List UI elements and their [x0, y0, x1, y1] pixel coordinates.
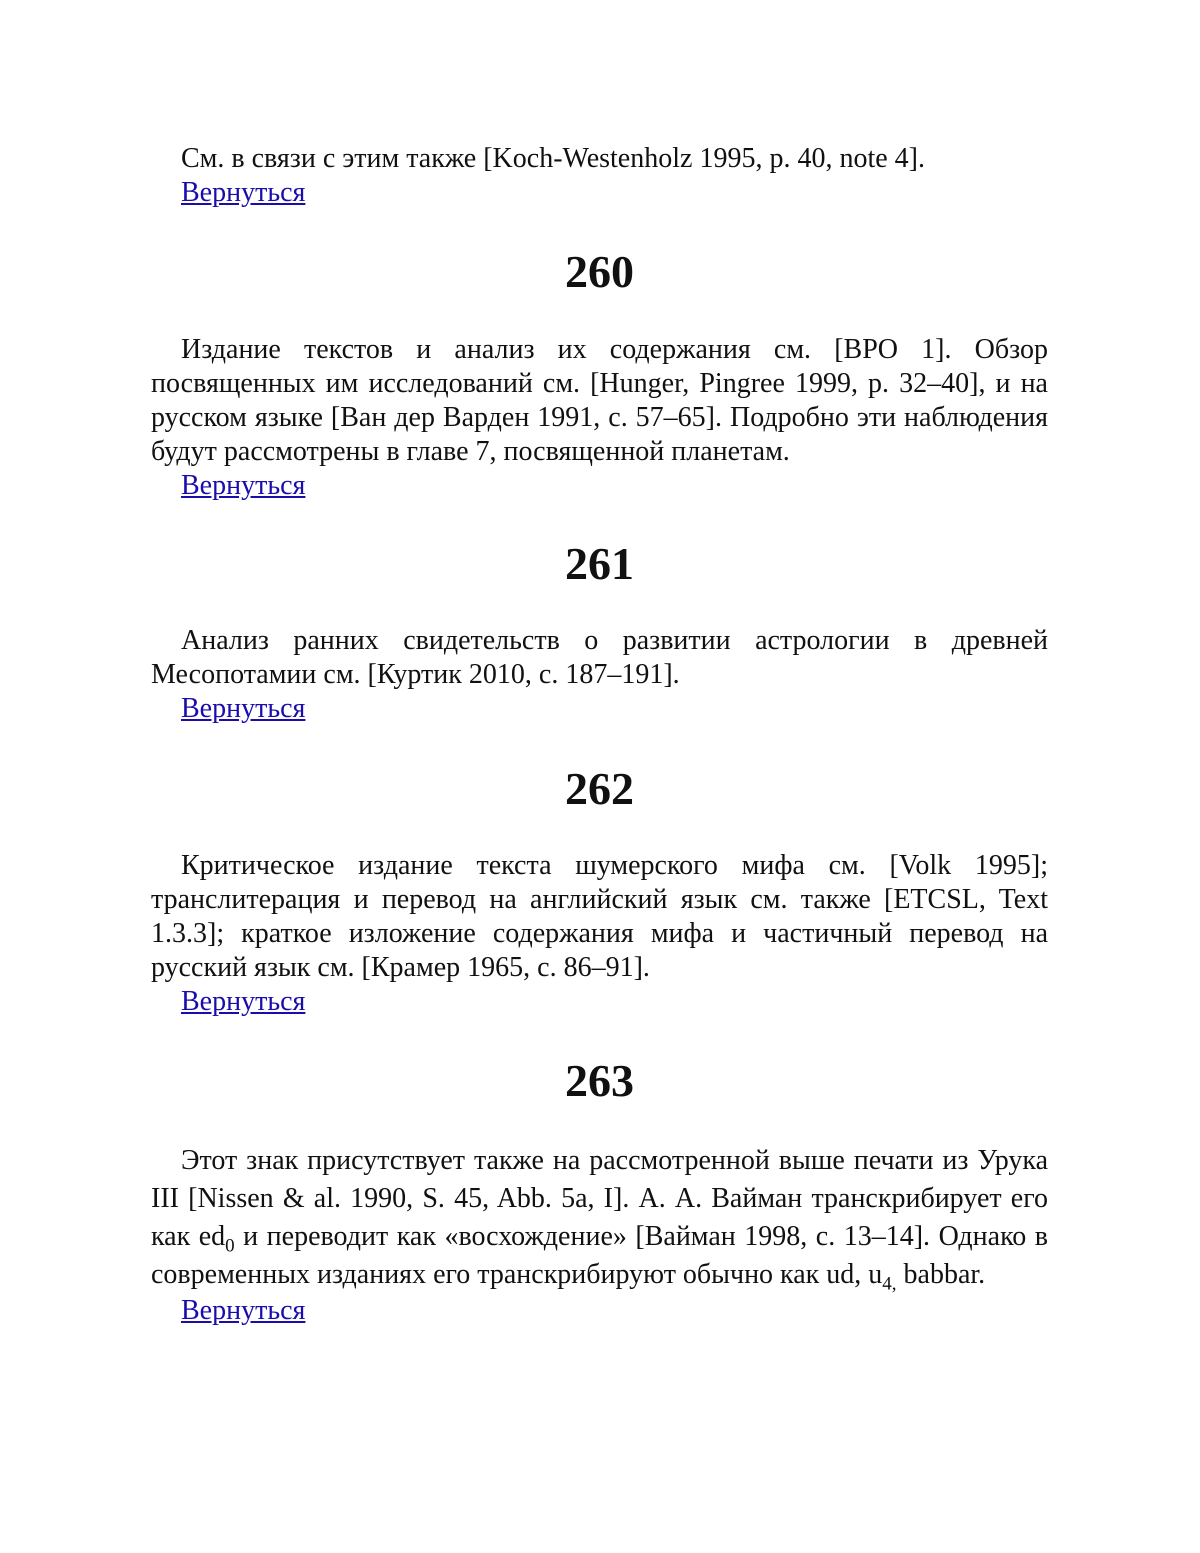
note-heading-261 — [151, 537, 1048, 591]
note-heading-263 — [151, 1054, 1048, 1108]
note-text: Критическое издание текста шумерского мифа см. [Volk 1995]; транслитерация и перевод на английский язык см. также [ETCSL, Text 1.3.3]; краткое изложение содержания мифа и частичный перевод на русский язык см. [Крамер 1965, с. 86–91]. — [151, 850, 1048, 983]
note-261-block — [151, 624, 1048, 726]
note-text: См. в связи с этим также [Koch-Westenholz 1995, p. 40, note 4]. — [181, 143, 925, 174]
subscript: 4, — [882, 1273, 897, 1295]
note-259-block — [151, 142, 1048, 210]
note-260-block — [151, 333, 1048, 503]
back-link[interactable]: Вернуться — [181, 470, 306, 501]
note-number: 260 — [565, 246, 634, 297]
back-link[interactable]: Вернуться — [181, 693, 306, 724]
back-link[interactable]: Вернуться — [181, 177, 306, 208]
note-text-part: Этот знак присутствует также на рассмотренной выше печати из Урука III [Nissen & al. 1990, S. 45, Abb. 5a, I]. А. А. Вайман транскрибирует его как ed — [151, 1145, 1048, 1252]
back-link[interactable]: Вернуться — [181, 1295, 306, 1326]
subscript: 0 — [225, 1235, 235, 1257]
note-number: 261 — [565, 538, 634, 589]
note-number: 263 — [565, 1055, 634, 1106]
note-heading-262 — [151, 762, 1048, 816]
note-heading-260 — [151, 245, 1048, 299]
back-link[interactable]: Вернуться — [181, 986, 306, 1017]
note-text-part: и переводит как «восхождение» [Вайман 1998, с. 13–14]. Однако в современных изданиях его транскрибируют обычно как ud, u — [151, 1221, 1048, 1290]
note-text: Анализ ранних свидетельств о развитии астрологии в древней Месопотамии см. [Куртик 2010, с. 187–191]. — [151, 625, 1048, 690]
note-text — [151, 1142, 1048, 1294]
note-263-block — [151, 1142, 1048, 1328]
note-text: Издание текстов и анализ их содержания см. [BPO 1]. Обзор посвященных им исследований см. [Hunger, Pingree 1999, p. 32–40], и на русском языке [Ван дер Варден 1991, с. 57–65]. Подробно эти наблюдения будут рассмотрены в главе 7, посвященной планетам. — [151, 334, 1048, 467]
note-262-block — [151, 849, 1048, 1019]
note-text-part: babbar. — [896, 1259, 986, 1290]
note-number: 262 — [565, 763, 634, 814]
